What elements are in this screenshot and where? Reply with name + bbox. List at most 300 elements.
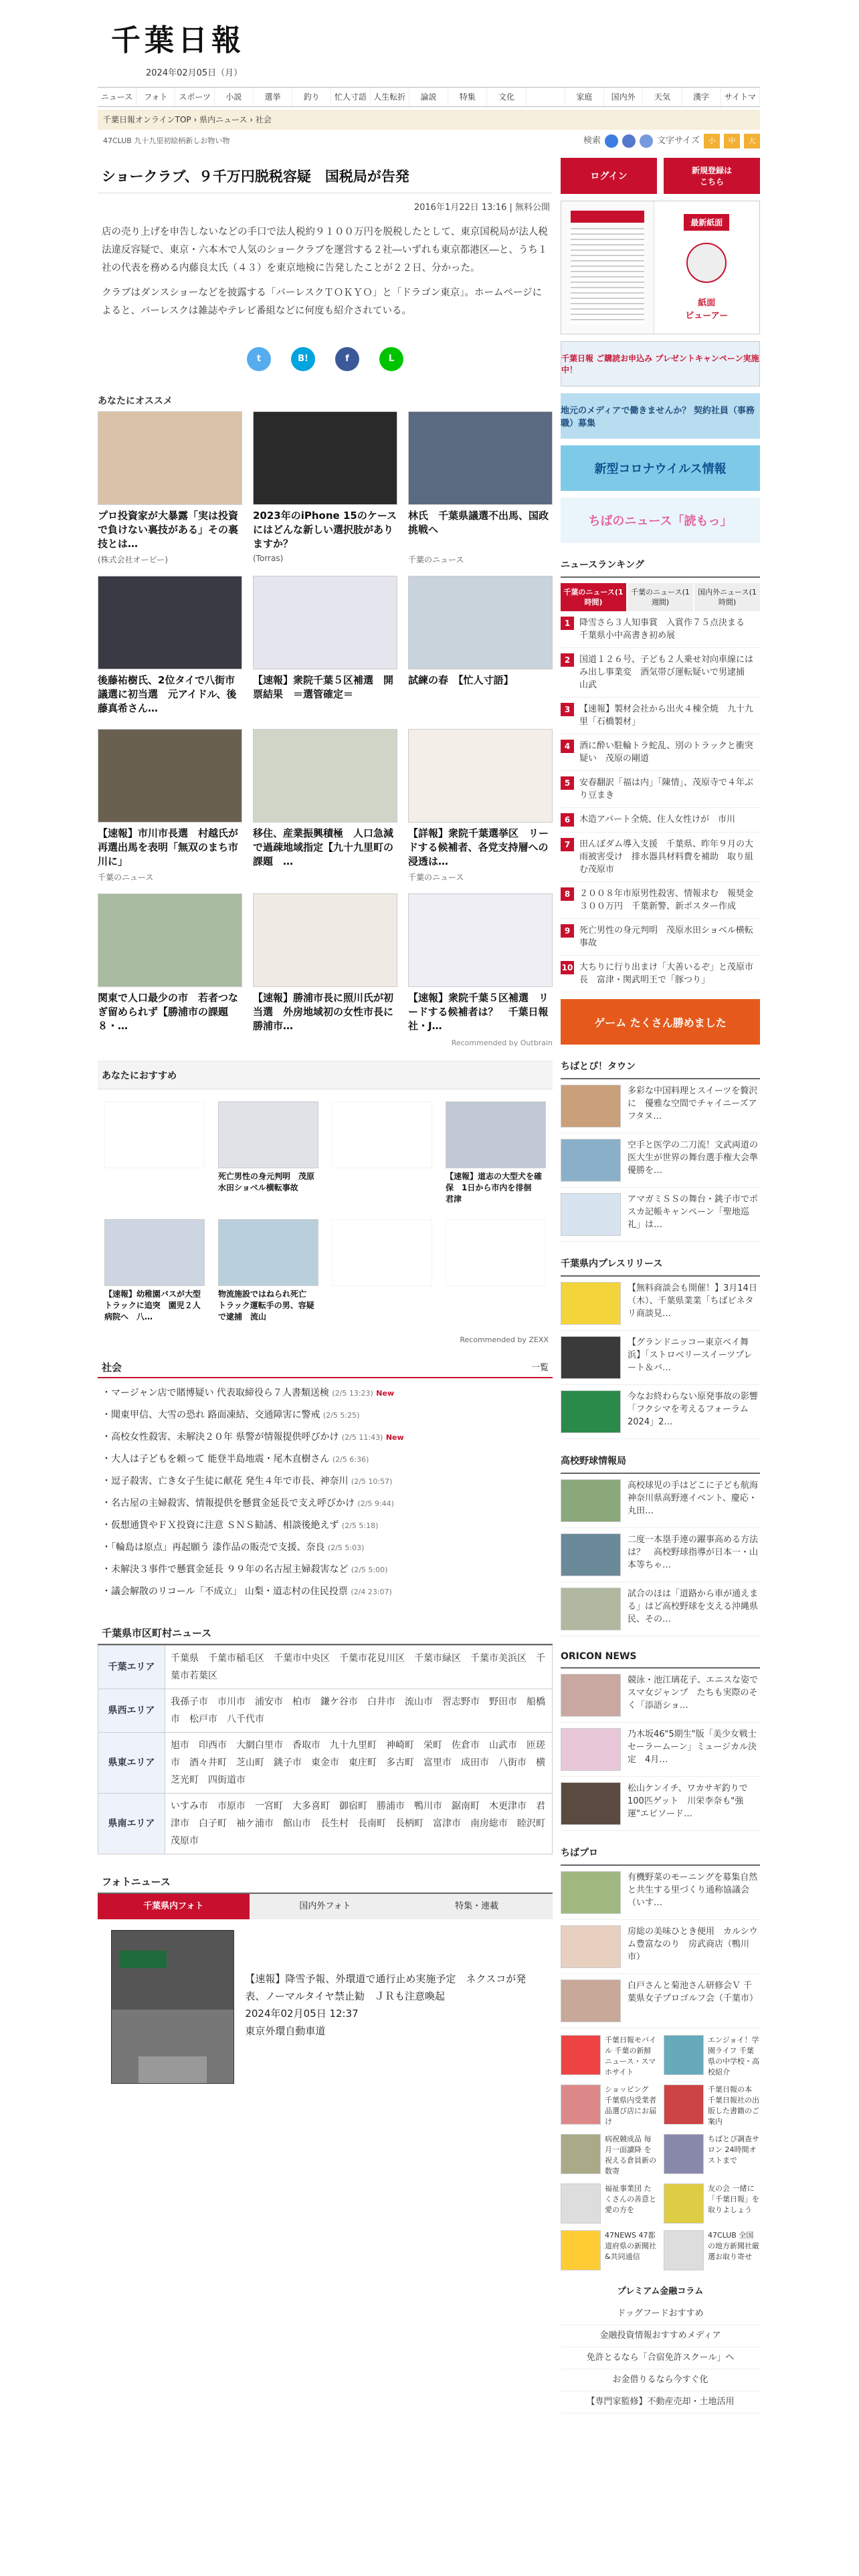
social-news-title[interactable]: 大人は子どもを頼って 能登半島地震・尾木直樹さん [111, 1454, 330, 1465]
ranking-item[interactable] [561, 956, 760, 992]
service-grid [561, 2028, 760, 2277]
sponsor-links [561, 2303, 760, 2413]
oricon-thumb[interactable] [561, 1728, 621, 1771]
service-item[interactable] [664, 2230, 760, 2270]
ranking-item[interactable] [561, 648, 760, 697]
town-title[interactable]: 多彩な中国料理とスイーツを贅沢に 優雅な空間でチャイニーズアフタヌ… [628, 1086, 758, 1121]
recommend-thumb[interactable] [253, 729, 397, 823]
press-title[interactable]: 【グランドニッコー東京ベイ舞浜】「ストロベリースイーツプレート＆バ… [628, 1337, 753, 1373]
town-item[interactable] [561, 1134, 760, 1188]
viewer-link[interactable]: 紙面 ビューアー [685, 298, 729, 321]
highschool-thumb[interactable] [561, 1588, 621, 1630]
login-button[interactable]: ログイン [561, 158, 657, 194]
service-item[interactable] [664, 2084, 760, 2127]
article-paragraph: クラブはダンスショーなどを披露する「バーレスクＴＯＫＹＯ」と「ドラゴン東京」。ホームページによると、バーレスクは雑誌やテレビ番組などに何度も紹介されている。 [102, 288, 543, 316]
press-item[interactable] [561, 1331, 760, 1385]
recommend-thumb[interactable] [98, 893, 242, 987]
oricon-item[interactable] [561, 1669, 760, 1723]
chibipro-thumb[interactable] [561, 1979, 621, 2022]
chibipro-item[interactable] [561, 1974, 760, 2028]
chibipro-list [561, 1866, 760, 2028]
recommend2-thumb[interactable] [332, 1101, 432, 1168]
ranking-number: 1 [561, 617, 574, 630]
ranking-item[interactable] [561, 611, 760, 648]
social-news-title[interactable]: 名古屋の主婦殺害、情報提供を懸賞金延長で支え呼びかけ [111, 1498, 355, 1509]
nav-item[interactable]: 忙人寸語 [331, 88, 370, 106]
town-title[interactable]: 空手と医学の二刀流！文武両道の医大生が世界の舞台選手権大会準優勝を… [628, 1140, 759, 1176]
sponsor-link[interactable]: お金借りるなら今すぐ化 [561, 2369, 760, 2391]
chibipro-item[interactable] [561, 1920, 760, 1974]
font-small-button[interactable]: 小 [704, 134, 720, 148]
service-thumb[interactable] [664, 2230, 704, 2270]
social-news-section [98, 1358, 553, 1607]
recommend2-thumb[interactable] [104, 1219, 205, 1286]
highschool-item[interactable] [561, 1474, 767, 1528]
chibipro-title[interactable]: 白戸さんと菊池さん研修会Ｖ 千葉県女子プロゴルフ会（千葉市） [628, 1981, 759, 2004]
recommend2-thumb[interactable] [104, 1101, 205, 1168]
social-news-date: (2/5 11:43) [341, 1433, 383, 1442]
press-thumb[interactable] [561, 1336, 621, 1379]
city-row [98, 1794, 553, 1854]
photo-image[interactable] [111, 1930, 234, 2084]
nav-item[interactable]: 国内外 [604, 88, 643, 106]
present-banner[interactable]: 千葉日報 ご購読お申込み プレゼントキャンペーン実施中！ [561, 341, 760, 387]
ranking-number: 4 [561, 740, 574, 753]
recommend-card[interactable] [98, 893, 242, 1036]
recommend2-thumb[interactable] [446, 1101, 546, 1168]
site-header [98, 0, 760, 87]
press-title[interactable]: 【無料商談会も開催！】3月14日（木）、千葉県業業「ちばビネタリ商談見… [628, 1283, 757, 1319]
recommend-card[interactable] [253, 893, 404, 1036]
recommend-grid [98, 411, 553, 1036]
social-news-item[interactable]: ・名古屋の主婦殺害、情報提供を懸賞金延長で支え呼びかけ (2/5 9:44) [102, 1498, 394, 1509]
press-title[interactable]: 今なお終わらない原発事故の影響 「フクシマを考えるフォーラム2024」2… [628, 1392, 767, 1427]
social-news-date: (2/5 9:44) [357, 1499, 394, 1508]
ranking-tabs [561, 583, 760, 611]
recommend-card[interactable] [408, 411, 553, 565]
social-heading [98, 1358, 553, 1378]
corona-banner[interactable]: 新型コロナウイルス情報 [561, 445, 760, 491]
social-news-item[interactable]: ・大人は子どもを頼って 能登半島地震・尾木直樹さん (2/5 6:36) [102, 1454, 369, 1465]
social-news-title[interactable]: 逗子殺害、亡き女子生徒に献花 発生４年で市長、神奈川 [111, 1476, 349, 1487]
circle-icon[interactable] [640, 134, 653, 148]
highschool-thumb[interactable] [561, 1533, 621, 1576]
social-news-item[interactable]: ・聞東甲信、大雪の恐れ 路面凍結、交通障害に警戒 (2/5 5:25) [102, 1410, 360, 1420]
city-area-label: 千葉エリア [98, 1646, 165, 1689]
ranking-number: 6 [561, 813, 574, 827]
social-news-item[interactable]: ・仮想通貨やＦＸ投資に注意 ＳＮＳ勧誘、相談後絶えず (2/5 5:18) [102, 1520, 379, 1531]
job-banner[interactable]: 地元のメディアで働きませんか？ 契約社員（事務職）募集 [561, 393, 760, 439]
ranking-item[interactable] [561, 808, 760, 833]
nav-item[interactable]: 小説 [215, 88, 254, 106]
tab-chiba-photo[interactable]: 千葉県内フォト [98, 1894, 250, 1919]
service-title[interactable]: ショッピング 千葉県内受業者品選び店にお届け [605, 2085, 656, 2126]
highschool-thumb[interactable] [561, 1479, 621, 1522]
photo-date: 2024年02月05日 12:37 [245, 2008, 359, 2020]
ranking-number: 7 [561, 838, 574, 851]
service-item[interactable] [561, 2134, 657, 2177]
service-thumb[interactable] [664, 2134, 704, 2174]
recommend2-card[interactable] [218, 1219, 318, 1323]
paper-thumbnail[interactable] [561, 201, 654, 334]
service-title[interactable]: 千葉日報モバイル 千葉の新鮮ニュース・スマホサイト [605, 2036, 656, 2076]
service-title[interactable]: 47NEWS 47都道府県の新聞社&共同通信 [605, 2231, 656, 2261]
recommend-title[interactable]: プロ投資家が大暴露「実は投資で負けない裏技がある」その裏技とは… [98, 510, 239, 550]
ranking-number: 10 [561, 961, 574, 974]
recommend2-card[interactable] [104, 1101, 205, 1206]
chibipro-thumb[interactable] [561, 1871, 621, 1914]
social-news-date: (2/5 13:23) [332, 1389, 373, 1398]
social-news-item[interactable]: ・逗子殺害、亡き女子生徒に献花 発生４年で市長、神奈川 (2/5 10:57) [102, 1476, 393, 1487]
recommend-title[interactable]: 【速報】衆院千葉５区補選 リードする候補者は？ 千葉日報社・J… [408, 992, 549, 1032]
recommend2-card[interactable] [446, 1219, 546, 1323]
highschool-item[interactable] [561, 1582, 760, 1636]
service-thumb[interactable] [561, 2183, 601, 2224]
hatena-share-button[interactable]: B! [291, 347, 315, 371]
recommend-card[interactable] [98, 411, 242, 565]
recommend2-title[interactable] [104, 1171, 205, 1206]
oricon-item[interactable] [561, 1723, 760, 1777]
nav-item[interactable]: 選挙 [254, 88, 292, 106]
town-thumb[interactable] [561, 1139, 621, 1182]
press-list [561, 1277, 767, 1439]
recommend-thumb[interactable] [408, 729, 553, 823]
latest-paper-button[interactable]: 最新紙面 [684, 214, 729, 231]
service-item[interactable] [561, 2035, 657, 2078]
town-list [561, 1079, 760, 1242]
recommend-title[interactable]: 【速報】勝浦市長に照川氏が初当選 外房地域初の女性市長に 勝浦市… [253, 992, 404, 1032]
social-news-date: (2/5 5:00) [351, 1566, 388, 1574]
recommend-card[interactable] [98, 729, 242, 883]
recommend2-title[interactable]: 死亡男性の身元判明 茂原水田ショベル横転事故 [218, 1172, 315, 1192]
recommend-title[interactable]: 【詳報】衆院千葉選挙区 リードする候補者、各党支持層への浸透は… [408, 827, 549, 867]
site-logo[interactable]: 千葉日報 [111, 23, 245, 58]
sponsor-link[interactable]: 【専門家監修】不動産売却・土地活用 [561, 2391, 760, 2413]
recommend2-title[interactable] [332, 1171, 432, 1206]
press-item[interactable] [561, 1277, 760, 1331]
yomo-banner[interactable]: ちばのニュース「読もっ」 [561, 498, 760, 543]
city-list[interactable]: 千葉県 千葉市稲毛区 千葉市中央区 千葉市花見川区 千葉市緑区 千葉市美浜区 千葉市若葉区 [165, 1646, 553, 1689]
chibipro-title[interactable]: 有機野菜のモーニングを募集自然と共生する里づくり通称協議会（いす… [628, 1872, 758, 1908]
chibipro-item[interactable] [561, 1866, 760, 1920]
social-list [98, 1378, 553, 1607]
ranking-item[interactable] [561, 919, 760, 956]
line-share-button[interactable]: L [379, 347, 403, 371]
oricon-item[interactable] [561, 1777, 760, 1831]
fontsize-label: 文字サイズ [657, 136, 700, 146]
search-icon[interactable] [605, 134, 618, 148]
highschool-heading: 高校野球情報局 [561, 1448, 760, 1474]
recommend2-title[interactable]: 【速報】道志の大型犬を確保 1日から市内を徘徊 君津 [446, 1172, 543, 1204]
highschool-title[interactable]: 二度一本塁手連の躍事高める方法は？ 高校野球指導が日本一・山本等ちゃ… [628, 1535, 759, 1570]
social-news-title[interactable]: 高校女性殺害、未解決２０年 県警が情報提供呼びかけ [111, 1432, 339, 1442]
recommend-card[interactable] [253, 576, 397, 718]
photo-heading: フォトニュース [98, 1870, 553, 1894]
city-list[interactable]: 我孫子市 市川市 浦安市 柏市 鎌ケ谷市 白井市 流山市 習志野市 野田市 船橋市 松戸市 八千代市 [165, 1689, 553, 1733]
city-news-section [98, 1622, 553, 1854]
social-news-title[interactable]: マージャン店で賭博疑い 代表取締役ら７人書類送検 [111, 1388, 329, 1398]
ranking-title[interactable]: 木造アパート全焼、住人女性けが 市川 [579, 815, 735, 825]
ranking-item[interactable] [561, 697, 760, 734]
social-news-title[interactable]: 未解決３事件で懸賞金延長 ９９年の名古屋主婦殺害など [111, 1564, 349, 1575]
service-item[interactable] [664, 2183, 760, 2224]
ranking-number: 2 [561, 653, 574, 667]
service-title[interactable]: エンジョイ！学園ライフ 千葉県の中学校・高校紹介 [708, 2036, 759, 2076]
nav-item[interactable]: 釣り [292, 88, 331, 106]
oricon-list [561, 1669, 760, 1831]
town-item[interactable] [561, 1188, 760, 1242]
photo-item[interactable] [98, 1919, 553, 2095]
nav-item[interactable]: 文化 [487, 88, 526, 106]
breadcrumb[interactable]: 千葉日報オンラインTOP › 県内ニュース › 社会 [98, 110, 760, 130]
register-button[interactable]: 新規登録は こちら [664, 158, 760, 194]
nav-item[interactable] [527, 88, 565, 106]
recommend2-title[interactable]: 【速報】幼稚園バスが大型トラックに追突 園児２人病院へ 八… [104, 1289, 201, 1321]
notice-bar [98, 132, 760, 150]
social-more-link[interactable]: 一覧 [531, 1363, 549, 1373]
service-thumb[interactable] [664, 2183, 704, 2224]
recommend2-card[interactable] [218, 1101, 318, 1206]
highschool-title[interactable]: 試合のほは「道路から車が通えまる」はど高校野球を支える沖縄県民、その… [628, 1589, 759, 1624]
recommend-title[interactable]: 関東で人口最少の市 若者つなぎ留められず【勝浦市の課題 ８・… [98, 992, 239, 1032]
nav-item[interactable]: 人生転折 [371, 88, 409, 106]
recommend2-card[interactable] [446, 1101, 546, 1206]
chibipro-thumb[interactable] [561, 1925, 621, 1968]
town-thumb[interactable] [561, 1193, 621, 1236]
oricon-title[interactable]: 競泳・池江璃花子、エニスな姿でスマ女ジャンプ たちも実際のそく「添語ショ… [628, 1675, 759, 1711]
service-item[interactable] [561, 2183, 657, 2224]
ranking-list [561, 611, 760, 992]
sponsor-link[interactable]: 金融投資情報おすすめメディア [561, 2325, 760, 2347]
recommend-thumb[interactable] [408, 411, 553, 505]
social-news-date: (2/5 10:57) [351, 1477, 393, 1486]
nav-item[interactable]: フォト [136, 88, 175, 106]
tab-ranking-chiba-hour[interactable]: 千葉のニュース(1時間) [561, 583, 626, 611]
recommend2-title[interactable] [332, 1289, 432, 1323]
ranking-item[interactable] [561, 882, 760, 919]
social-news-date: (2/5 5:25) [322, 1411, 360, 1420]
photo-place: 東京外環自動車道 [245, 2025, 326, 2037]
recommend2-thumb[interactable] [218, 1219, 318, 1286]
recommend-thumb[interactable] [408, 893, 553, 987]
oricon-thumb[interactable] [561, 1782, 621, 1825]
photo-news-section [98, 1870, 553, 2095]
nav-item[interactable]: スポーツ [175, 88, 214, 106]
social-news-title[interactable]: 議会解散のリコール「不成立」 山梨・道志村の住民投票 [111, 1586, 348, 1597]
press-item[interactable] [561, 1385, 767, 1439]
city-row [98, 1646, 553, 1689]
sponsor-link[interactable]: ドッグフードおすすめ [561, 2303, 760, 2325]
social-title: 社会 [102, 1362, 122, 1374]
recommend2-thumb[interactable] [332, 1219, 432, 1286]
recommend-source: (株式会社オーピー) [98, 555, 168, 564]
town-heading: ちばとぴ！タウン [561, 1054, 760, 1079]
oricon-title[interactable]: 乃木坂46"5期生"版「美少女戦士セーラームーン」ミュージカル決定 4月… [628, 1729, 757, 1765]
oricon-thumb[interactable] [561, 1674, 621, 1717]
recommend-thumb[interactable] [98, 729, 242, 823]
recommend-thumb[interactable] [98, 411, 242, 505]
press-thumb[interactable] [561, 1282, 621, 1325]
city-area-label: 県東エリア [98, 1733, 165, 1794]
recommend-card[interactable] [408, 729, 553, 883]
social-news-date: (2/5 5:03) [327, 1543, 365, 1552]
global-nav [98, 87, 760, 107]
social-news-item[interactable]: ・「輪島は原点」再起願う 漆作品の販売で支援、奈良 (2/5 5:03) [102, 1542, 365, 1553]
service-item[interactable] [664, 2134, 760, 2177]
social-news-item[interactable]: ・未解決３事件で懸賞金延長 ９９年の名古屋主婦殺害など (2/5 5:00) [102, 1564, 388, 1575]
ranking-item[interactable] [561, 771, 760, 808]
tab-ranking-chiba-week[interactable]: 千葉のニュース(1週間) [628, 583, 693, 611]
press-thumb[interactable] [561, 1390, 621, 1433]
social-news-title[interactable]: 聞東甲信、大雪の恐れ 路面凍結、交通障害に警戒 [111, 1410, 320, 1420]
tab-domestic-photo[interactable]: 国内外フォト [250, 1894, 401, 1919]
service-item[interactable] [664, 2035, 760, 2078]
game-banner[interactable]: ゲーム たくさん勝めました [561, 999, 760, 1045]
city-area-label: 県南エリア [98, 1794, 165, 1854]
recommend-card[interactable] [408, 893, 553, 1036]
town-title[interactable]: アマガミＳＳの舞台・銚子市でポスカ記帳キャンペーン「聖地巡礼」は… [628, 1194, 759, 1230]
ranking-title[interactable]: 降雪さら３人知事賞 入賞作７５点決まる 千葉県小中高書き初め展 [579, 618, 754, 641]
photo-title[interactable]: 【速報】降雪予報、外環道で通行止め実施予定 ネクスコが発表、ノーマルタイヤ禁止勧 ＪＲも注意喚起 [245, 1973, 527, 2002]
town-item[interactable] [561, 1079, 760, 1134]
ranking-title[interactable]: 大ちりに行り出まけ「大善いるぞ」と茂原市長 富津・関武明王で「豚つり」 [579, 962, 754, 985]
service-thumb[interactable] [664, 2035, 704, 2075]
social-news-date: (2/5 5:18) [341, 1521, 379, 1530]
social-news-title[interactable]: 仮想通貨やＦＸ投資に注意 ＳＮＳ勧誘、相談後絶えず [111, 1520, 339, 1531]
ranking-title[interactable]: 安春翻訳「福は内」「陳情」、茂原寺で４年ぶり豆まき [579, 778, 754, 800]
recommend2-grid [98, 1089, 553, 1335]
recommend-card[interactable] [408, 576, 553, 718]
recommend2-thumb[interactable] [446, 1219, 546, 1286]
recommend-card[interactable] [98, 576, 242, 718]
tab-feature[interactable]: 特集・連載 [401, 1894, 553, 1919]
nav-item[interactable]: 特集 [448, 88, 487, 106]
oricon-heading: ORICON NEWS [561, 1646, 760, 1669]
chibipro-heading: ちばプロ [561, 1840, 760, 1866]
social-news-date: (2/4 23:07) [351, 1588, 392, 1596]
nav-item[interactable]: 漢字 [682, 88, 721, 106]
service-thumb[interactable] [561, 2035, 601, 2075]
city-list[interactable]: 旭市 印西市 大網白里市 香取市 九十九里町 神崎町 栄町 佐倉市 山武市 匝瑳市 酒々井町 芝山町 銚子市 東金市 東庄町 多古町 富里市 成田市 八街市 横芝光町 四街道市 [165, 1733, 553, 1794]
ranking-title[interactable]: 死亡男性の身元判明 茂原水田ショベル横転事故 [579, 926, 753, 948]
ranking-title[interactable]: 酒に酔い駐輪トラ蛇乱、別のトラックと衝突疑い 茂原の剛道 [579, 741, 753, 764]
city-table [98, 1645, 553, 1854]
city-list[interactable]: いすみ市 市原市 一宮町 大多喜町 御宿町 勝浦市 鴨川市 鋸南町 木更津市 君津市 白子町 袖ケ浦市 館山市 長生村 長南町 長柄町 富津市 南房総市 睦沢町 茂原市 [165, 1794, 553, 1854]
service-title[interactable]: 病祝競成品 毎月一面讀降 を祝える倉員新の数寄 [605, 2135, 656, 2175]
recommend-thumb[interactable] [253, 893, 397, 987]
chibipro-title[interactable]: 房総の美味ひとき便用 カルシウム豊富なのり 房武商店（鴨川市） [628, 1927, 758, 1962]
ranking-item[interactable] [561, 833, 760, 882]
service-item[interactable] [561, 2084, 657, 2127]
recommend2-thumb[interactable] [218, 1101, 318, 1168]
service-title[interactable]: 千葉日報の本 千葉日報社の出版した書籍のご案内 [708, 2085, 759, 2126]
city-row [98, 1733, 553, 1794]
service-thumb[interactable] [664, 2084, 704, 2125]
recommend-card[interactable] [253, 729, 397, 883]
highschool-title[interactable]: 高校球児の手はどこに子ども航海 神奈川県高野連イベント、慶応・丸田… [628, 1481, 767, 1516]
paper-links [654, 201, 760, 334]
recommend2-card[interactable] [104, 1219, 205, 1323]
ranking-title[interactable]: ２００８年市原男性殺害、情報求む 報奨金３００万円 千葉新警、新ポスター作成 [579, 889, 754, 911]
recommend-thumb[interactable] [98, 576, 242, 669]
recommend-card[interactable] [253, 411, 397, 565]
ranking-title[interactable]: 田んぼダム導入支援 千葉県、昨年９月の大雨被害受け 排水器具材料費を補助 取り組む茂原市 [579, 839, 754, 875]
recommend2-card[interactable] [332, 1219, 432, 1323]
recommend-source: 千葉のニュース [98, 873, 154, 882]
recommend-thumb[interactable] [408, 576, 553, 669]
twitter-share-button[interactable]: t [247, 347, 271, 371]
service-title[interactable]: 友の会 一緒に「千葉日報」を取りよしょう [708, 2184, 759, 2214]
highschool-item[interactable] [561, 1528, 760, 1582]
photo-caption [245, 1930, 539, 2084]
zexx-credit[interactable]: Recommended by ZEXX [460, 1335, 549, 1344]
new-badge: New [385, 1433, 404, 1442]
service-thumb[interactable] [561, 2230, 601, 2270]
recommend-title[interactable]: 後藤祐樹氏、2位タイで八街市議選に初当選 元アイドル、後藤真希さん… [98, 674, 237, 714]
city-heading: 千葉県市区町村ニュース [98, 1622, 553, 1645]
town-thumb[interactable] [561, 1085, 621, 1128]
service-item[interactable] [561, 2230, 657, 2270]
service-thumb[interactable] [561, 2084, 601, 2125]
premium-column[interactable]: プレミアム金融コラム [617, 2286, 704, 2296]
circle-icon[interactable] [622, 134, 636, 148]
sponsor-link[interactable]: 免許とるなら「合宿免許スクール」へ [561, 2347, 760, 2369]
recommend-thumb[interactable] [253, 411, 397, 505]
facebook-share-button[interactable]: f [335, 347, 359, 371]
font-large-button[interactable]: 大 [744, 134, 760, 148]
notice-text[interactable]: 47CLUB 九十九里初絵柄新しお物い物 [103, 136, 230, 145]
social-news-title[interactable]: 「輪島は原点」再起願う 漆作品の販売で支援、奈良 [111, 1542, 325, 1553]
recommend2-title[interactable]: 物流施設ではねられ死亡 トラック運転手の男、容疑で逮捕 流山 [218, 1289, 315, 1321]
ranking-heading: ニュースランキング [561, 552, 760, 578]
social-news-item[interactable]: ・議会解散のリコール「不成立」 山梨・道志村の住民投票 (2/4 23:07) [102, 1586, 392, 1597]
sidebar [561, 158, 767, 2413]
service-title[interactable]: 福祉事業団 たくさんの善意と愛の方を [605, 2184, 656, 2214]
social-news-item[interactable]: ・高校女性殺害、未解決２０年 県警が情報提供呼びかけ (2/5 11:43) New [102, 1432, 404, 1442]
service-title[interactable]: 47CLUB 全国の地方新聞社厳選お取り寄せ [708, 2231, 759, 2261]
nav-item[interactable]: サイトマ [721, 88, 760, 106]
nav-item[interactable]: 論説 [409, 88, 448, 106]
recommend-thumb[interactable] [253, 576, 397, 669]
nav-item[interactable]: 天気 [643, 88, 682, 106]
recommend-title[interactable]: 【速報】衆院千葉５区補選 開票結果 ＝選管確定＝ [253, 674, 394, 700]
oricon-title[interactable]: 松山ケンイチ、ワカサギ釣りで100匹ゲット 川栄李奈も"強運"エピソード… [628, 1784, 748, 1819]
recommend-title[interactable]: 移住、産業振興積極 人口急減で過疎地域指定【九十九里町の課題 … [253, 827, 394, 867]
recommend-title[interactable]: 林氏 千葉県議選不出馬、国政挑戦へ [408, 510, 549, 536]
nav-item[interactable]: ニュース [98, 88, 136, 106]
ranking-item[interactable] [561, 734, 760, 771]
recommend2-card[interactable] [332, 1101, 432, 1206]
recommend2-title[interactable] [446, 1289, 546, 1323]
outbrain-credit[interactable]: Recommended by Outbrain [451, 1039, 553, 1047]
social-news-item[interactable]: ・マージャン店で賭博疑い 代表取締役ら７人書類送検 (2/5 13:23) New [102, 1388, 395, 1398]
font-medium-button[interactable]: 中 [724, 134, 740, 148]
recommend-title[interactable]: 【速報】市川市長選 村越氏が再選出馬を表明「無双のまち市川に」 [98, 827, 239, 867]
tab-ranking-national[interactable]: 国内外ニュース(1時間) [694, 583, 760, 611]
service-title[interactable]: ちばとぴ調查サロン 24時間オストまで [708, 2135, 759, 2165]
nav-item[interactable]: 家庭 [565, 88, 604, 106]
article-meta: 2016年1月22日 13:16 | 無料公開 [413, 203, 550, 213]
ranking-title[interactable]: 国道１２６号、子ども２人乗せ対向車線にはみ出し事業変 酒気帯び運転疑いで男逮捕 山武 [579, 655, 754, 690]
recommend-title[interactable]: 試練の春 【忙人寸語】 [408, 674, 514, 686]
city-row [98, 1689, 553, 1733]
search-label[interactable]: 検索 [583, 136, 601, 146]
ranking-title[interactable]: 【速報】製材会社から出火４棟全焼 九十九里「石橋製材」 [579, 704, 754, 727]
city-area-label: 県西エリア [98, 1689, 165, 1733]
recommend-title[interactable]: 2023年のiPhone 15のケースにはどんな新しい選択肢がありますか？ [253, 510, 397, 550]
recommend-source: 千葉のニュース [408, 873, 464, 882]
service-thumb[interactable] [561, 2134, 601, 2174]
